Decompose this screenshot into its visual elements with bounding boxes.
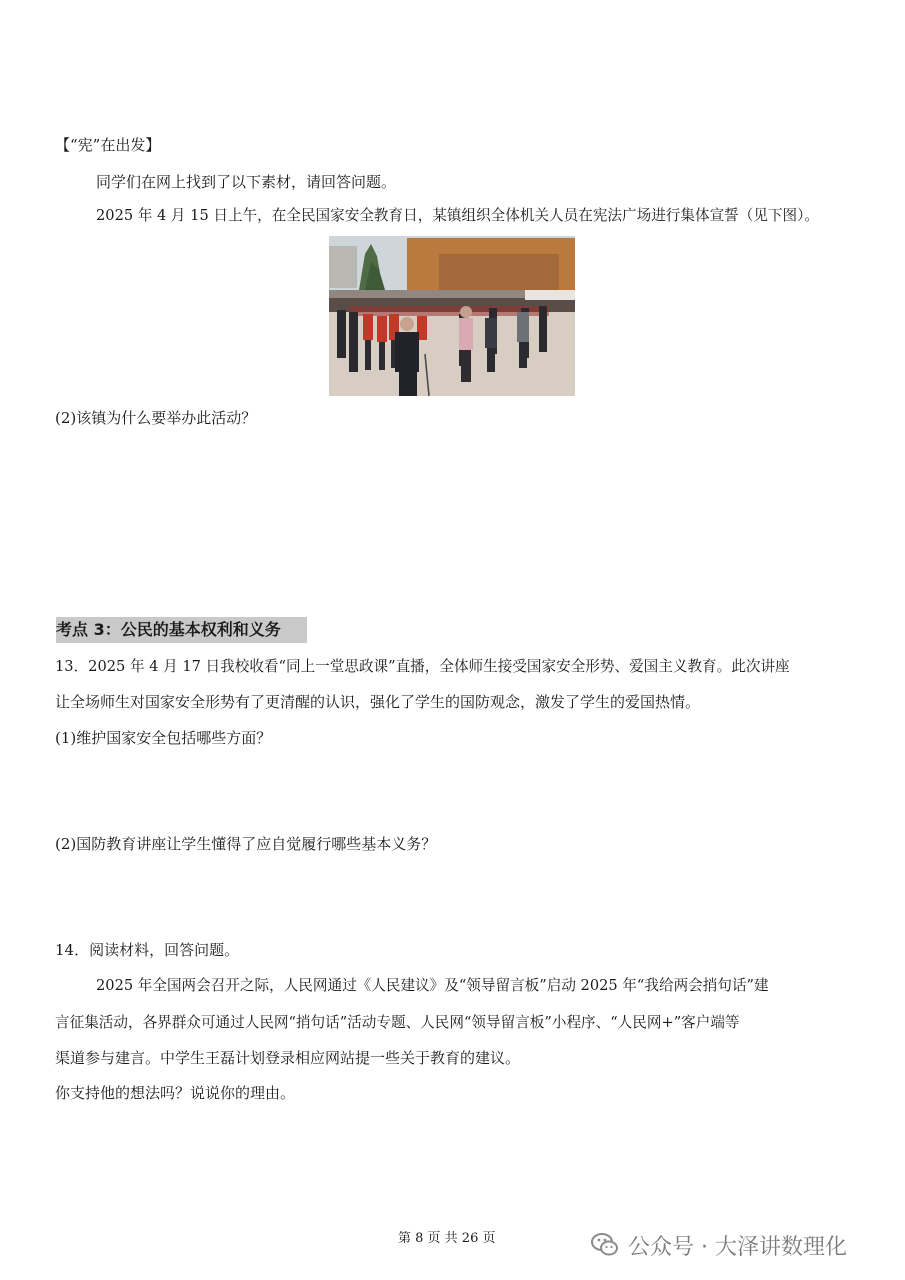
material-text: 2025 年 4 月 15 日上午，在全民国家安全教育日，某镇组织全体机关人员在宪法广场进行集体宣誓（见下图）。 (96, 207, 820, 224)
wechat-icon (590, 1230, 620, 1260)
q14-line-1: 2025 年全国两会召开之际，人民网通过《人民建议》及“领导留言板”启动 2025 年“我给两会捎句话”建 (96, 977, 769, 994)
q13-line-2: 让全场师生对国家安全形势有了更清醒的认识，强化了学生的国防观念，激发了学生的爱国热情。 (55, 693, 701, 711)
q14-title: 14．阅读材料，回答问题。 (55, 941, 240, 959)
watermark-text: 公众号 · 大泽讲数理化 (628, 1234, 847, 1260)
q14-line-2: 言征集活动，各界群众可通过人民网“捎句话”活动专题、人民网“领导留言板”小程序、“人民网+”客户端等 (55, 1014, 740, 1031)
watermark (590, 1228, 847, 1262)
intro-text: 同学们在网上找到了以下素材，请回答问题。 (96, 173, 397, 191)
q13-sub-question-2: (2)国防教育讲座让学生懂得了应自觉履行哪些基本义务？ (55, 835, 437, 853)
question-2: (2)该镇为什么要举办此活动？ (55, 409, 257, 427)
section-title: 考点 3：公民的基本权利和义务 (56, 620, 281, 639)
q14-line-3: 渠道参与建言。中学生王磊计划登录相应网站提一些关于教育的建议。 (55, 1049, 521, 1067)
oath-ceremony-photo (329, 236, 575, 396)
q14-question: 你支持他的想法吗？说说你的理由。 (55, 1084, 296, 1102)
page-number: 第 8 页 共 26 页 (398, 1231, 496, 1246)
q13-sub-question-1: (1)维护国家安全包括哪些方面？ (55, 729, 272, 747)
q13-line-1: 13．2025 年 4 月 17 日我校收看“同上一堂思政课”直播，全体师生接受国家安全形势、爱国主义教育。此次讲座 (55, 658, 790, 675)
material-heading: 【“宪”在出发】 (55, 136, 161, 154)
